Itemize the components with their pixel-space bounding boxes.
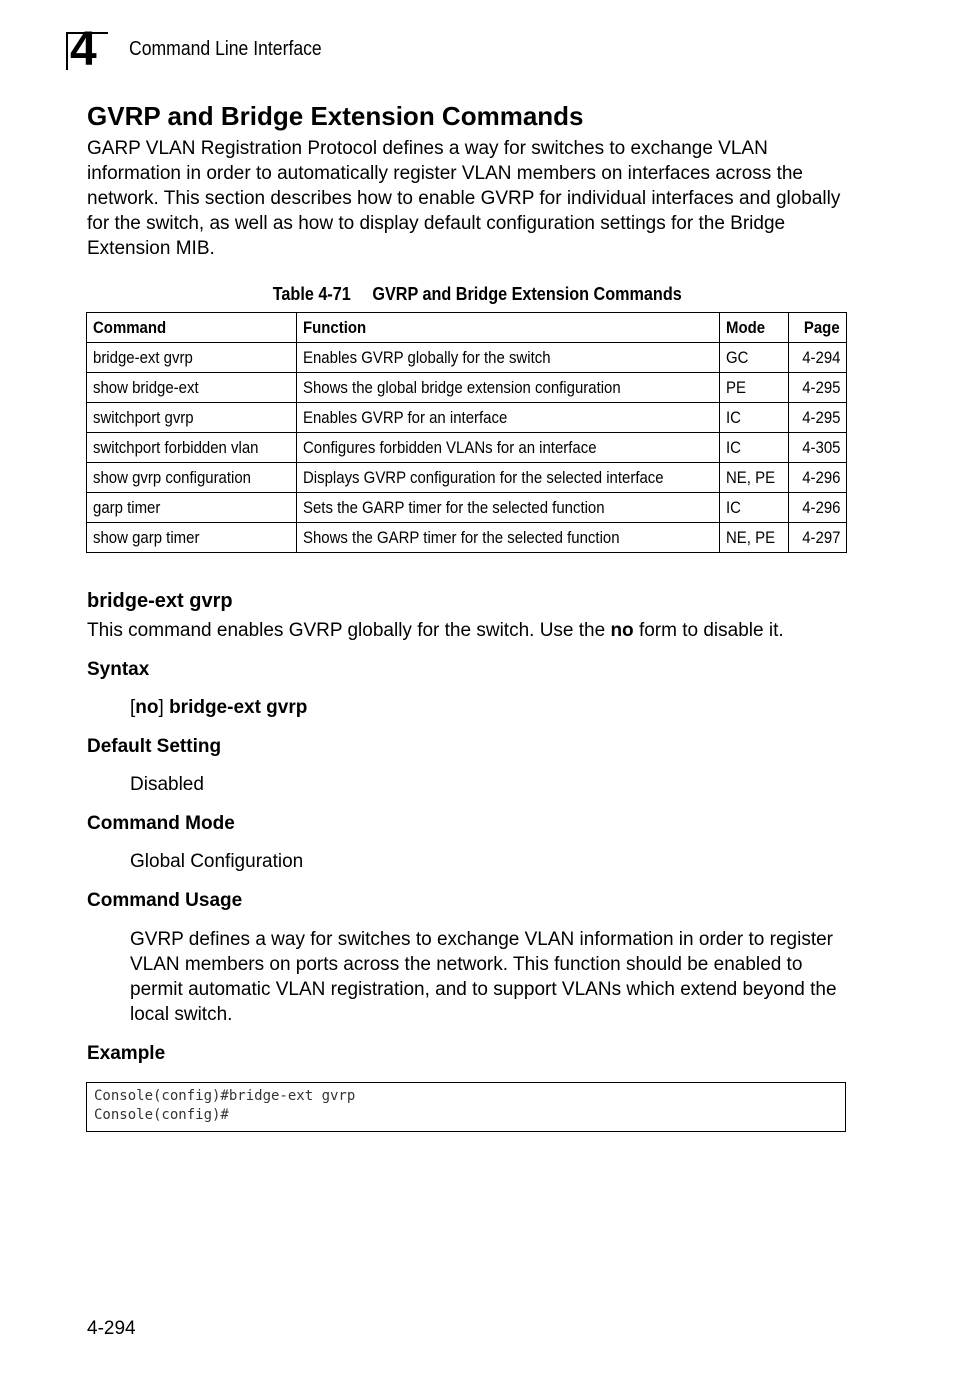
cell-function: Shows the GARP timer for the selected function — [297, 523, 720, 553]
chapter-number: 4 — [70, 23, 95, 76]
header-mode: Mode — [720, 313, 789, 343]
no-keyword: no — [610, 620, 634, 641]
cell-command: switchport gvrp — [87, 403, 297, 433]
cell-command: show gvrp configuration — [87, 463, 297, 493]
table-caption-title: GVRP and Bridge Extension Commands — [372, 284, 682, 304]
cell-mode: IC — [720, 403, 789, 433]
header-command: Command — [87, 313, 297, 343]
table-caption-number: Table 4-71 — [272, 284, 351, 304]
cell-command: garp timer — [87, 493, 297, 523]
command-usage-heading: Command Usage — [87, 890, 243, 911]
command-usage-text: GVRP defines a way for switches to exchange VLAN information in order to register VLAN members on ports across the network. This function should be enabled to permit automatic VLAN registration, and to support VLANs which extend beyond the local switch. — [130, 929, 837, 1025]
table-caption — [0, 284, 954, 305]
cell-function: Enables GVRP for an interface — [297, 403, 720, 433]
cell-mode: IC — [720, 493, 789, 523]
cell-function: Displays GVRP configuration for the selected interface — [297, 463, 720, 493]
default-setting-heading: Default Setting — [87, 736, 222, 757]
table-row — [87, 373, 847, 403]
page-number: 4-294 — [87, 1318, 136, 1339]
section-title: GVRP and Bridge Extension Commands — [87, 101, 584, 131]
cell-page: 4-297 — [789, 523, 847, 553]
table-row — [87, 433, 847, 463]
cell-page: 4-296 — [789, 463, 847, 493]
table-row — [87, 343, 847, 373]
cell-mode: PE — [720, 373, 789, 403]
cell-page: 4-295 — [789, 373, 847, 403]
cell-command: bridge-ext gvrp — [87, 343, 297, 373]
cell-function: Sets the GARP timer for the selected function — [297, 493, 720, 523]
command-mode-value: Global Configuration — [130, 851, 304, 872]
table-row — [87, 523, 847, 553]
syntax-heading: Syntax — [87, 659, 150, 680]
cell-function: Configures forbidden VLANs for an interface — [297, 433, 720, 463]
table-row — [87, 493, 847, 523]
command-name-heading: bridge-ext gvrp — [87, 590, 233, 612]
section-intro: GARP VLAN Registration Protocol defines a way for switches to exchange VLAN information in order to automatically register VLAN members on interfaces across the network. This section describes how to enable GVRP for individual interfaces and globally for the switch, as well as how to display default configuration settings for the Bridge Extension MIB. — [87, 138, 841, 259]
cell-command: switchport forbidden vlan — [87, 433, 297, 463]
example-code-block — [86, 1082, 846, 1132]
cell-function: Enables GVRP globally for the switch — [297, 343, 720, 373]
running-header: Command Line Interface — [129, 38, 322, 60]
code-line: Console(config)# — [94, 1107, 229, 1123]
table-header-row — [87, 313, 847, 343]
cell-mode: NE, PE — [720, 463, 789, 493]
command-mode-heading: Command Mode — [87, 813, 235, 834]
cell-mode: GC — [720, 343, 789, 373]
table-row — [87, 463, 847, 493]
command-description: This command enables GVRP globally for the switch. Use the no form to disable it. — [87, 620, 784, 641]
cell-page: 4-305 — [789, 433, 847, 463]
cell-page: 4-296 — [789, 493, 847, 523]
cell-command: show bridge-ext — [87, 373, 297, 403]
cell-command: show garp timer — [87, 523, 297, 553]
cell-page: 4-294 — [789, 343, 847, 373]
cell-function: Shows the global bridge extension configuration — [297, 373, 720, 403]
table-row — [87, 403, 847, 433]
commands-table — [86, 312, 847, 553]
syntax-line: [no] bridge-ext gvrp — [130, 697, 308, 718]
default-setting-value: Disabled — [130, 774, 204, 795]
cell-mode: IC — [720, 433, 789, 463]
cell-page: 4-295 — [789, 403, 847, 433]
header-function: Function — [297, 313, 720, 343]
header-page: Page — [789, 313, 847, 343]
code-line: Console(config)#bridge-ext gvrp — [94, 1088, 356, 1104]
cell-mode: NE, PE — [720, 523, 789, 553]
example-heading: Example — [87, 1043, 166, 1064]
